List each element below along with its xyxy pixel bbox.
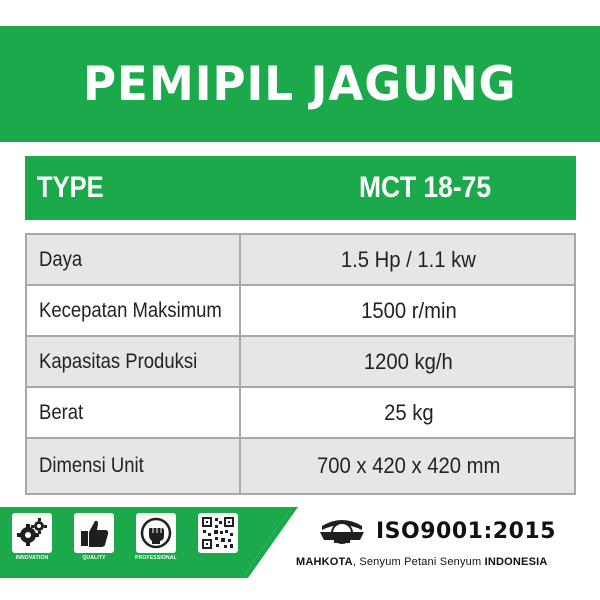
spec-value: 25 kg [383, 399, 434, 425]
badge-quality [72, 513, 116, 561]
spec-value: 1.5 Hp / 1.1 kw [340, 246, 477, 272]
type-value: MCT 18-75 [358, 171, 492, 204]
iso-text: ISO9001:2015 [376, 518, 556, 544]
spec-label: Dimensi Unit [39, 454, 144, 477]
spec-label: Kecepatan Maksimum [39, 298, 222, 322]
badge-innovation [10, 513, 54, 561]
spec-value: 700 x 420 x 420 mm [316, 453, 501, 478]
tagline-middle: , Senyum Petani Senyum [352, 556, 485, 568]
spec-row-kecepatan [27, 286, 574, 337]
spec-row-dimensi [27, 439, 574, 493]
qr-code-icon [198, 513, 238, 553]
thumbs-up-icon [74, 513, 114, 553]
tagline-country: INDONESIA [484, 556, 548, 568]
spec-label: Berat [39, 400, 84, 424]
spec-row-berat [27, 388, 574, 439]
spec-value: 1200 kg/h [364, 348, 453, 374]
tagline [296, 553, 592, 571]
product-title: PEMIPIL JAGUNG [83, 56, 517, 112]
badge-label: INNOVATION [15, 555, 49, 561]
certification-seal-icon [316, 516, 368, 546]
fist-icon [136, 513, 176, 553]
spec-label: Daya [39, 247, 83, 271]
title-band [0, 26, 600, 142]
spec-table [25, 233, 576, 495]
spec-row-kapasitas [27, 337, 574, 388]
badge-label: QUALITY [82, 555, 106, 561]
tagline-brand: MAHKOTA [296, 556, 353, 568]
spec-value: 1500 r/min [360, 297, 457, 323]
spec-row-daya [27, 235, 574, 286]
badge-qr [196, 513, 240, 561]
type-label: TYPE [37, 171, 104, 204]
spec-label: Kapasitas Produksi [39, 349, 198, 373]
badge-label: PROFESSIONAL [135, 555, 177, 561]
type-row [25, 156, 576, 220]
gears-icon [12, 513, 52, 553]
badge-professional [134, 513, 178, 561]
iso-certification [316, 516, 576, 546]
